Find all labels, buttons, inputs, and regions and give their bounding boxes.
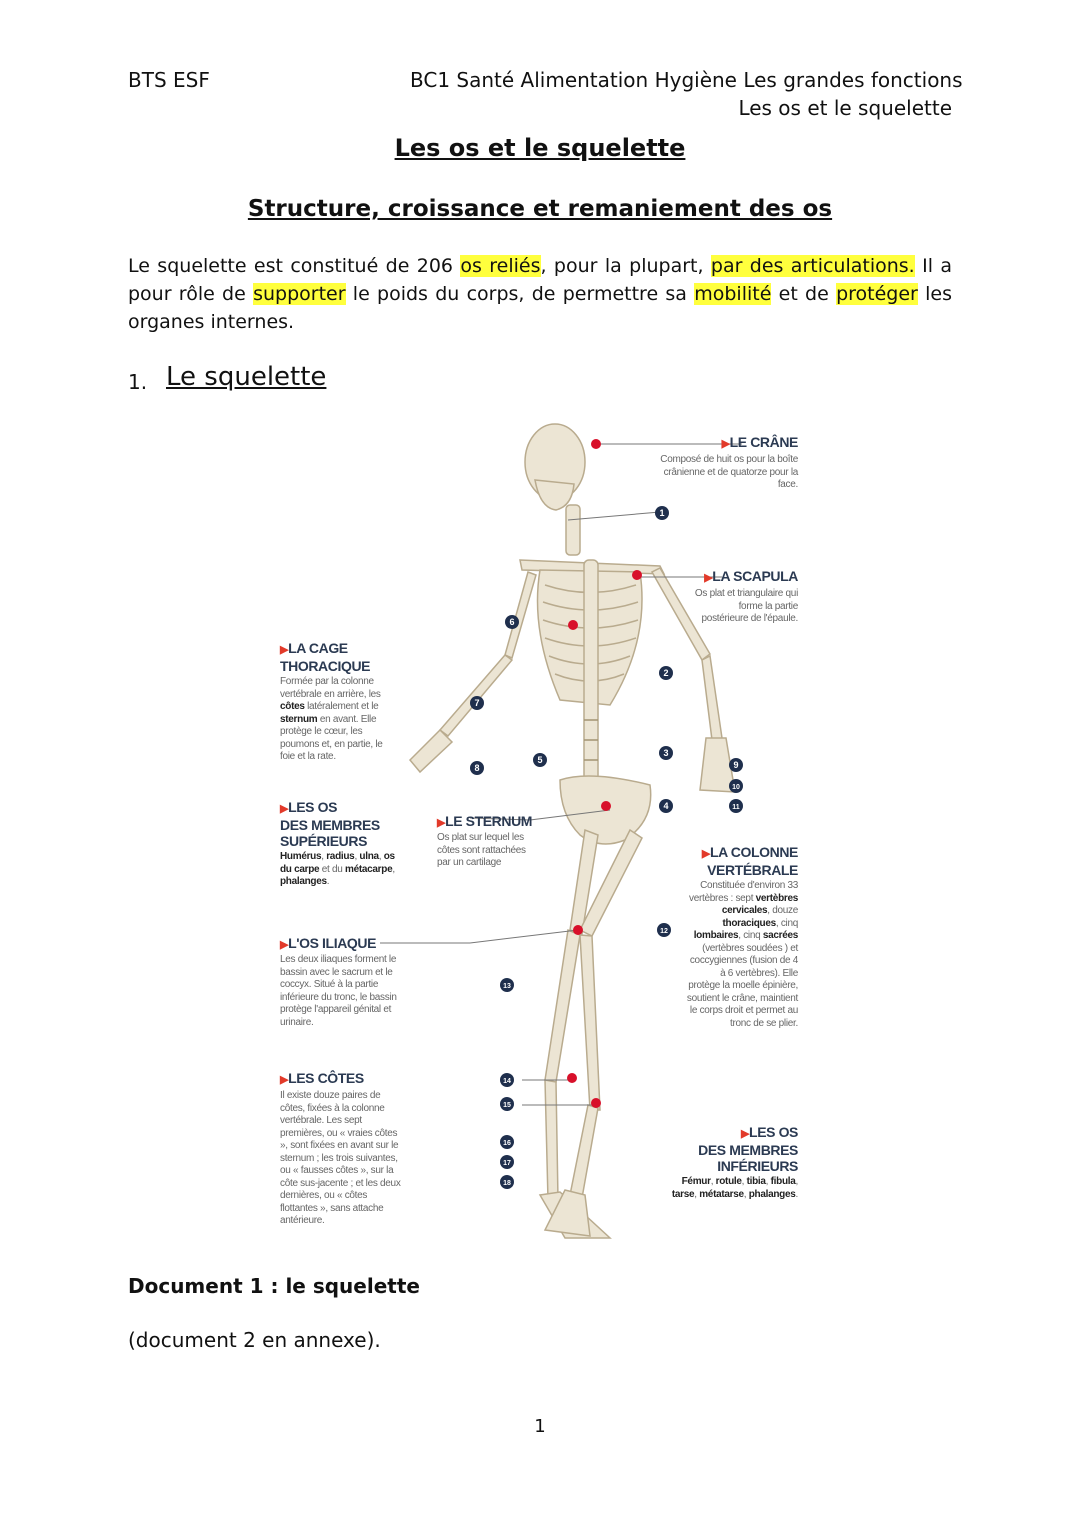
marker-10 — [729, 779, 743, 793]
header-center: BC1 Santé Alimentation Hygiène Les grandes fonctions — [410, 68, 963, 92]
svg-text:16: 16 — [503, 1140, 511, 1147]
svg-text:5: 5 — [537, 755, 543, 765]
label-cage-title: ▶LA CAGE THORACIQUE — [280, 640, 371, 674]
marker-1 — [655, 506, 669, 520]
intro-text-4: le poids du corps, de permettre sa — [345, 283, 695, 305]
figure-caption: Document 1 : le squelette — [128, 1274, 420, 1298]
marker-6 — [505, 615, 519, 629]
page-subtitle: Structure, croissance et remaniement des os — [247, 196, 833, 222]
svg-text:1: 1 — [659, 508, 665, 518]
marker-12 — [657, 923, 671, 937]
marker-17 — [500, 1155, 514, 1169]
highlight-supporter: supporter — [253, 283, 346, 305]
svg-text:6: 6 — [509, 617, 515, 627]
label-crane-desc: Composé de huit os pour la boîte crânienne et de quatorze pour la face. — [660, 454, 798, 490]
marker-11 — [729, 799, 743, 813]
highlight-mobilite: mobilité — [694, 283, 772, 305]
section-number: 1. — [128, 370, 148, 394]
intro-text-5: et de — [771, 283, 837, 305]
label-scapula-desc: Os plat et triangulaire qui forme la partie postérieure de l'épaule. — [694, 588, 798, 624]
svg-text:8: 8 — [474, 763, 480, 773]
label-colonne-title: ▶LA COLONNE VERTÉBRALE — [701, 844, 798, 878]
svg-text:9: 9 — [733, 760, 739, 770]
label-iliaque-title: ▶L'OS ILIAQUE — [280, 935, 377, 951]
marker-18 — [500, 1175, 514, 1189]
label-cage-desc: Formée par la colonne vertébrale en arrière, les côtes latéralement et le sternum en avant. Elle protège le cœur, les poumons et, en partie, le foie et la rate. — [280, 676, 383, 762]
annex-note: (document 2 en annexe). — [128, 1328, 381, 1352]
label-sternum-desc: Os plat sur lequel les côtes sont rattachées par un cartilage — [437, 832, 526, 868]
svg-text:14: 14 — [503, 1078, 511, 1085]
marker-14 — [500, 1073, 514, 1087]
svg-text:3: 3 — [663, 748, 669, 758]
intro-text-1: Le squelette est constitué de 206 — [128, 255, 461, 277]
skeleton-drawing — [410, 424, 735, 1238]
label-colonne-desc: Constituée d'environ 33 vertèbres : sept vertèbres cervicales, douze thoraciques, cinq lombaires, cinq sacrées (vertèbres soudées ) et coccygiennes (fusion de 4 à 6 vertèbres). Elle protège la moelle épinière, soutient le crâne, maintient le corps droit et permet au tronc de se plier. — [686, 880, 798, 1029]
marker-2 — [659, 666, 673, 680]
header-right: Les os et le squelette — [738, 96, 952, 120]
marker-15 — [500, 1097, 514, 1111]
label-membres-sup-desc: Humérus, radius, ulna, os du carpe et du métacarpe, phalanges. — [280, 851, 395, 887]
svg-text:17: 17 — [503, 1160, 511, 1167]
svg-text:18: 18 — [503, 1180, 511, 1187]
label-crane-title: ▶LE CRÂNE — [721, 434, 798, 450]
marker-3 — [659, 746, 673, 760]
highlight-articulations: par des articulations. — [710, 255, 915, 277]
svg-text:2: 2 — [663, 668, 669, 678]
intro-text-3: Il a pour rôle de — [128, 255, 953, 305]
label-membres-sup-title: ▶LES OS DES MEMBRES SUPÉRIEURS — [280, 799, 380, 849]
section-title: Le squelette — [166, 362, 327, 392]
svg-text:11: 11 — [732, 804, 740, 811]
intro-text-2: , pour la plupart, — [540, 255, 711, 277]
marker-7 — [470, 696, 484, 710]
marker-13 — [500, 978, 514, 992]
page-number: 1 — [534, 1416, 546, 1437]
label-sternum-title: ▶LE STERNUM — [437, 813, 533, 829]
label-cotes-title: ▶LES CÔTES — [280, 1070, 364, 1086]
highlight-proteger: protéger — [836, 283, 918, 305]
marker-8 — [470, 761, 484, 775]
intro-text-6: les organes internes. — [128, 283, 952, 333]
highlight-os-relies: os reliés — [460, 255, 541, 277]
svg-text:7: 7 — [474, 698, 480, 708]
label-iliaque-desc: Les deux iliaques forment le bassin avec le sacrum et le coccyx. Situé à la partie inférieure du tronc, le bassin protège l'appareil génital et urinaire. — [280, 954, 397, 1028]
svg-text:12: 12 — [660, 928, 668, 935]
svg-text:15: 15 — [503, 1102, 511, 1109]
label-membres-inf-title: ▶LES OS DES MEMBRES INFÉRIEURS — [698, 1124, 798, 1174]
svg-text:10: 10 — [732, 784, 740, 791]
label-cotes-desc: Il existe douze paires de côtes, fixées à la colonne vertébrale. Les sept premières, ou « vraies côtes », sont fixées en avant sur le sternum ; les trois suivantes, ou « fausses côtes », sur la côte sus-jacente ; et les deux dernières, ou « côtes flottantes », sans attache antérieure. — [280, 1090, 401, 1226]
svg-text:13: 13 — [503, 983, 511, 990]
marker-4 — [659, 799, 673, 813]
svg-text:4: 4 — [663, 801, 669, 811]
marker-9 — [729, 758, 743, 772]
marker-16 — [500, 1135, 514, 1149]
header-left: BTS ESF — [128, 68, 210, 92]
label-membres-inf-desc: Fémur, rotule, tibia, fibula, tarse, métatarse, phalanges. — [671, 1176, 798, 1200]
page-title: Les os et le squelette — [394, 134, 686, 162]
label-scapula-title: ▶LA SCAPULA — [704, 568, 798, 584]
marker-5 — [533, 753, 547, 767]
